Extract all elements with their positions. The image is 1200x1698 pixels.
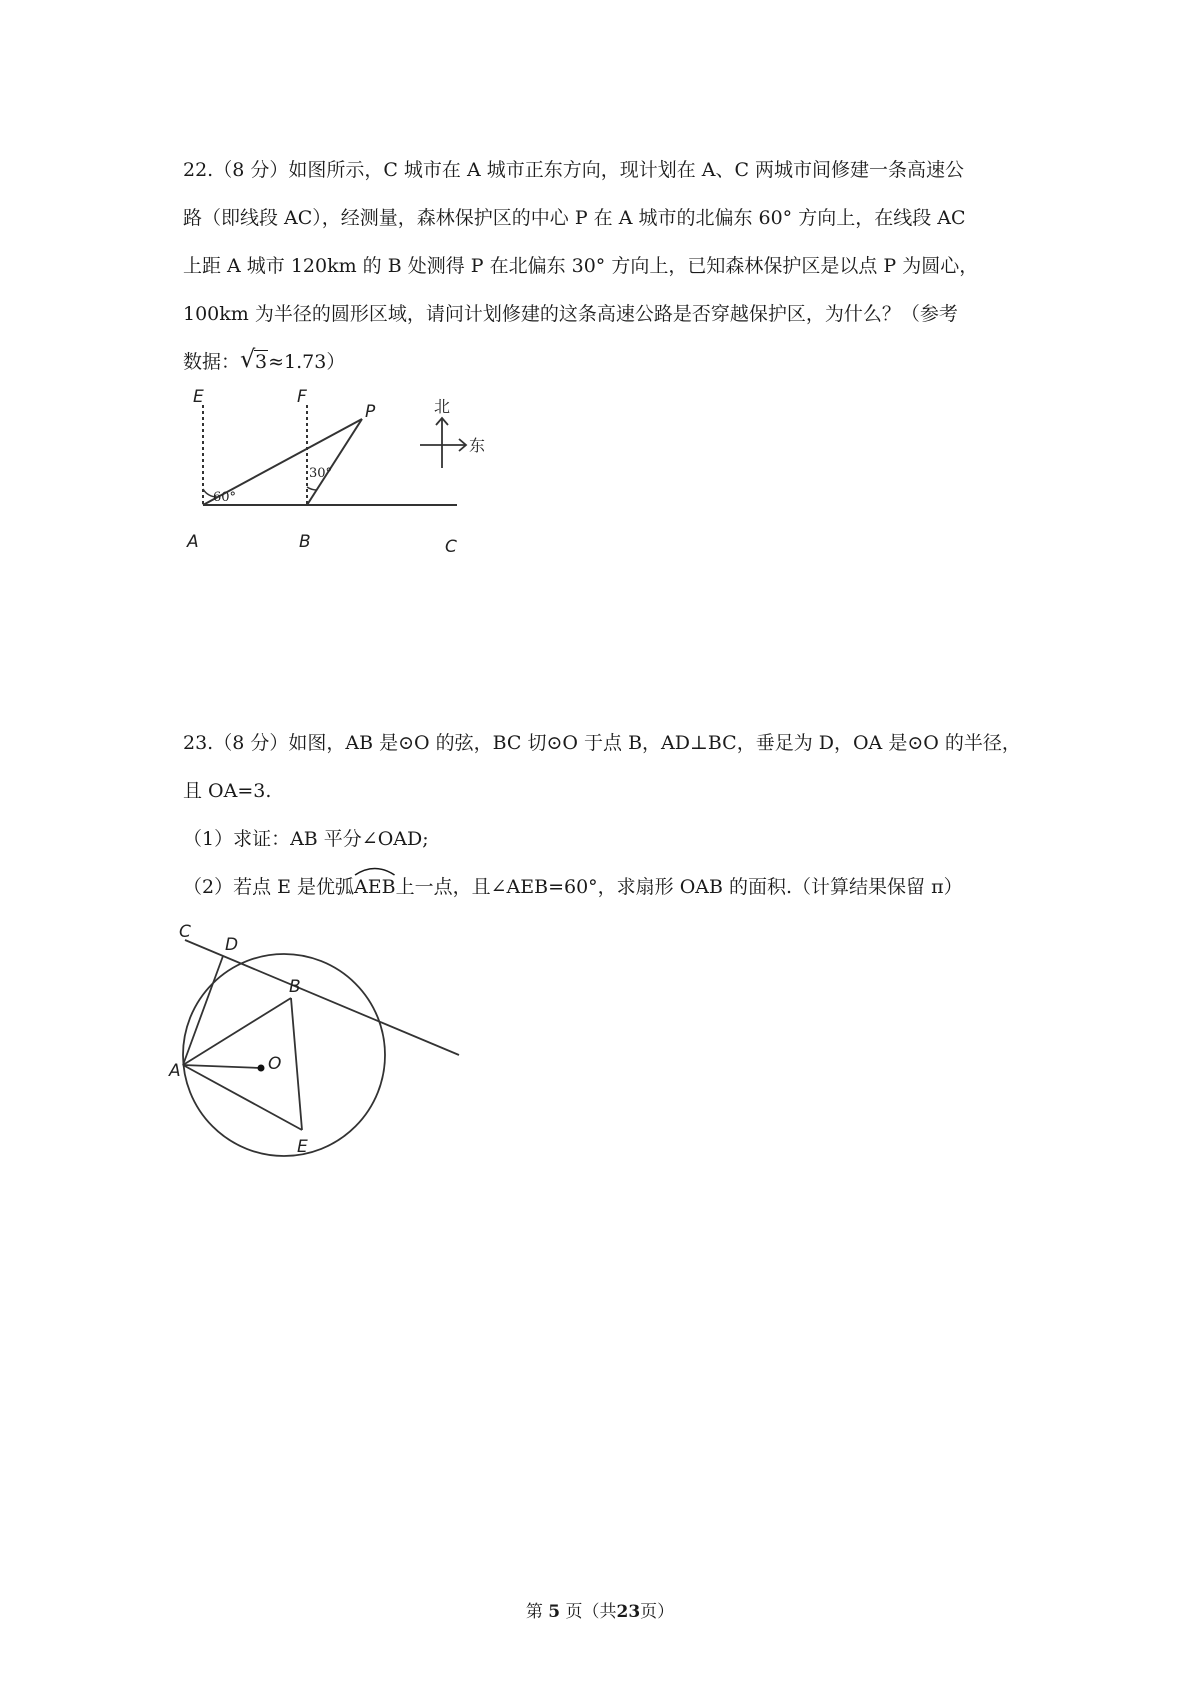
angle-label-60: 60° (213, 490, 237, 505)
label-F: F (297, 387, 307, 407)
q23-part-2-prefix: （2）若点 E 是优弧 (183, 876, 355, 898)
q22-line-5-prefix: 数据： (183, 351, 241, 373)
label-A: A (169, 1061, 181, 1081)
footer-middle: 页（共 (565, 1602, 617, 1622)
total-pages: 23 (616, 1602, 641, 1622)
compass-north-label: 北 (434, 397, 451, 416)
footer-prefix: 第 (525, 1602, 543, 1622)
segment-BE (291, 998, 302, 1130)
label-D: D (225, 935, 239, 955)
label-E: E (297, 1137, 308, 1157)
angle-arc-30 (307, 487, 317, 490)
page-footer (0, 1601, 1200, 1623)
label-E: E (193, 387, 204, 407)
page-number: 5 (548, 1602, 561, 1622)
footer-suffix: 页） (640, 1602, 675, 1622)
q23-figure (169, 920, 475, 1170)
arc-label: AEB (354, 876, 396, 898)
q22-line-4: 100km 为半径的圆形区域，请问计划修建的这条高速公路是否穿越保护区，为什么？（参考 (183, 303, 958, 325)
q22-line-5 (183, 345, 346, 374)
label-O: O (268, 1054, 282, 1074)
arc-notation (354, 875, 396, 899)
q22-line-1: 22.（8 分）如图所示，C 城市在 A 城市正东方向，现计划在 A、C 两城市间修建一条高速公 (183, 159, 965, 181)
q23-part-2-suffix: 上一点，且∠AEB=60°，求扇形 OAB 的面积.（计算结果保留 π） (395, 876, 963, 898)
q22-figure (175, 385, 515, 555)
segment-AE (183, 1065, 302, 1130)
q22-line-5-suffix: ≈1.73） (268, 351, 346, 373)
sqrt-radicand: 3 (255, 351, 268, 373)
segment-BP (307, 419, 362, 505)
segment-AO (183, 1065, 261, 1068)
arc-mark-icon (354, 866, 396, 876)
label-B: B (299, 532, 311, 552)
q23-line-1: 23.（8 分）如图，AB 是⊙O 的弦，BC 切⊙O 于点 B，AD⊥BC，垂足为 D，OA 是⊙O 的半径， (183, 732, 1021, 754)
q23-part-1: （1）求证：AB 平分∠OAD; (183, 828, 429, 850)
sqrt-radical (240, 345, 268, 374)
segment-AD (183, 956, 223, 1065)
q22-line-2: 路（即线段 AC），经测量，森林保护区的中心 P 在 A 城市的北偏东 60° 方向上，在线段 AC (183, 207, 966, 229)
label-A: A (187, 532, 199, 552)
sqrt-sign-icon: √ (240, 345, 256, 373)
q23-line-2: 且 OA=3. (183, 780, 272, 802)
angle-label-30: 30° (309, 466, 333, 481)
label-C: C (179, 922, 191, 942)
q23-part-2 (183, 875, 963, 899)
compass-east-label: 东 (469, 436, 486, 455)
center-point-O (258, 1065, 265, 1072)
label-C: C (445, 537, 457, 557)
q22-line-3: 上距 A 城市 120km 的 B 处测得 P 在北偏东 30° 方向上，已知森林保护区是以点 P 为圆心， (183, 255, 979, 277)
label-B: B (289, 977, 301, 997)
label-P: P (365, 402, 376, 422)
